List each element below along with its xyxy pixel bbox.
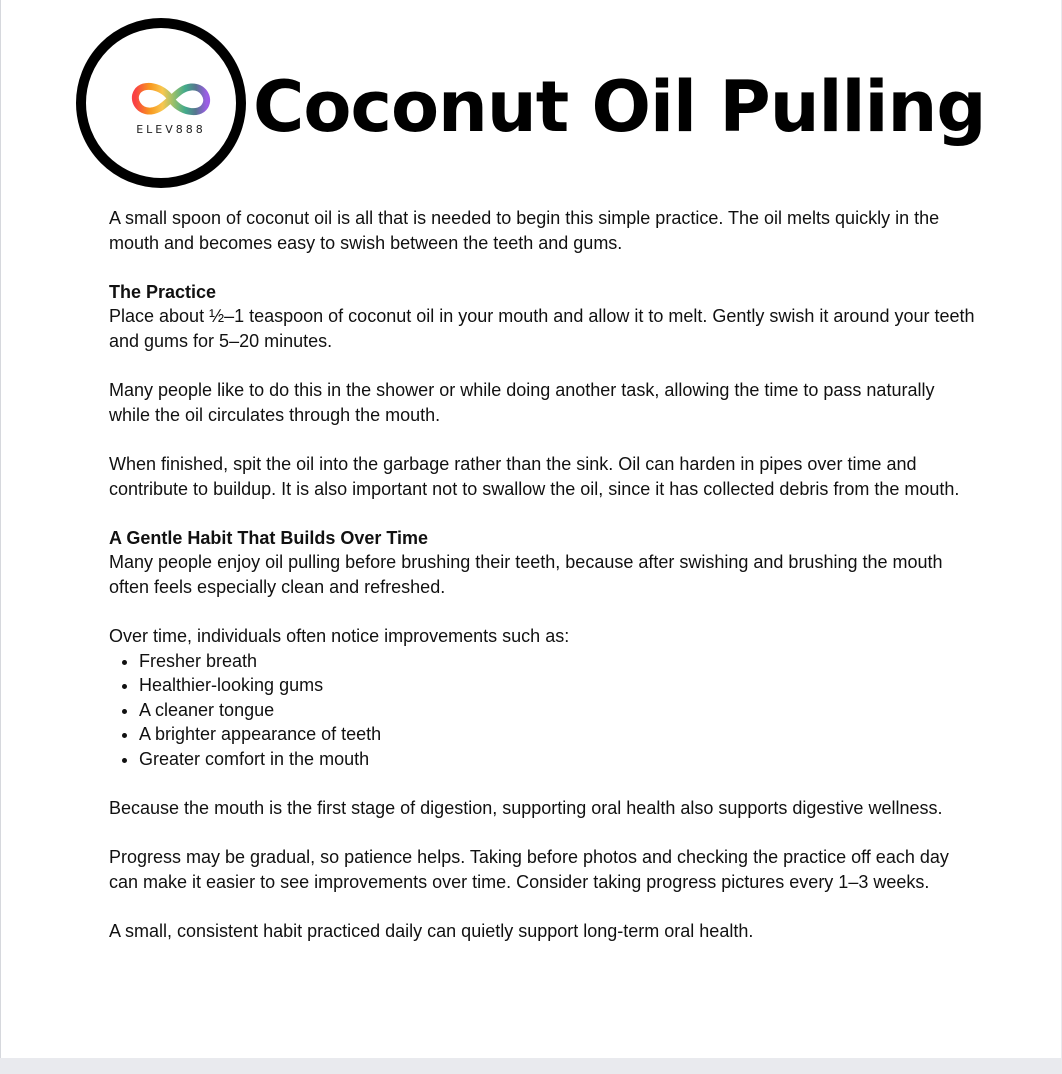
closing-paragraph: A small, consistent habit practiced daily can quietly support long-term oral health. [109,921,754,942]
list-item: • Healthier-looking gums [139,673,979,698]
digestion-paragraph: Because the mouth is the first stage of digestion, supporting oral health also supports digestive wellness. [109,798,943,819]
article-body [109,206,979,968]
list-item: • Fresher breath [139,649,979,674]
practice-paragraph: When finished, spit the oil into the garbage rather than the sink. Oil can harden in pipes over time and contribute to buildup. It is also important not to swallow the oil, since it has collected debris from the mouth. [109,453,960,499]
list-item: • Greater comfort in the mouth [139,747,979,772]
list-item: • A cleaner tongue [139,698,979,723]
practice-paragraph: Place about ½–1 teaspoon of coconut oil in your mouth and allow it to melt. Gently swish it around your teeth and gums for 5–20 minutes. [109,306,975,351]
progress-paragraph: Progress may be gradual, so patience helps. Taking before photos and checking the practice off each day can make it easier to see improvements over time. Consider taking progress pictures every 1–3 weeks. [109,847,949,893]
list-intro: Over time, individuals often notice improvements such as: [109,626,570,647]
elev888-logo [76,18,246,188]
infinity-rainbow-icon [127,78,215,120]
practice-heading: The Practice [109,281,217,302]
habit-paragraph: Many people enjoy oil pulling before brushing their teeth, because after swishing and brushing the mouth often feels especially clean and refreshed. [109,552,943,597]
improvements-list [109,649,979,772]
practice-paragraph: Many people like to do this in the shower or while doing another task, allowing the time to pass naturally while the oil circulates through the mouth. [109,380,935,425]
intro-paragraph: A small spoon of coconut oil is all that is needed to begin this simple practice. The oil melts quickly in the mouth and becomes easy to swish between the teeth and gums. [109,208,940,253]
list-item: • A brighter appearance of teeth [139,722,979,747]
logo-text: ELEV888 [136,123,206,136]
page-title: Coconut Oil Pulling [253,66,986,148]
habit-heading: A Gentle Habit That Builds Over Time [109,527,429,548]
